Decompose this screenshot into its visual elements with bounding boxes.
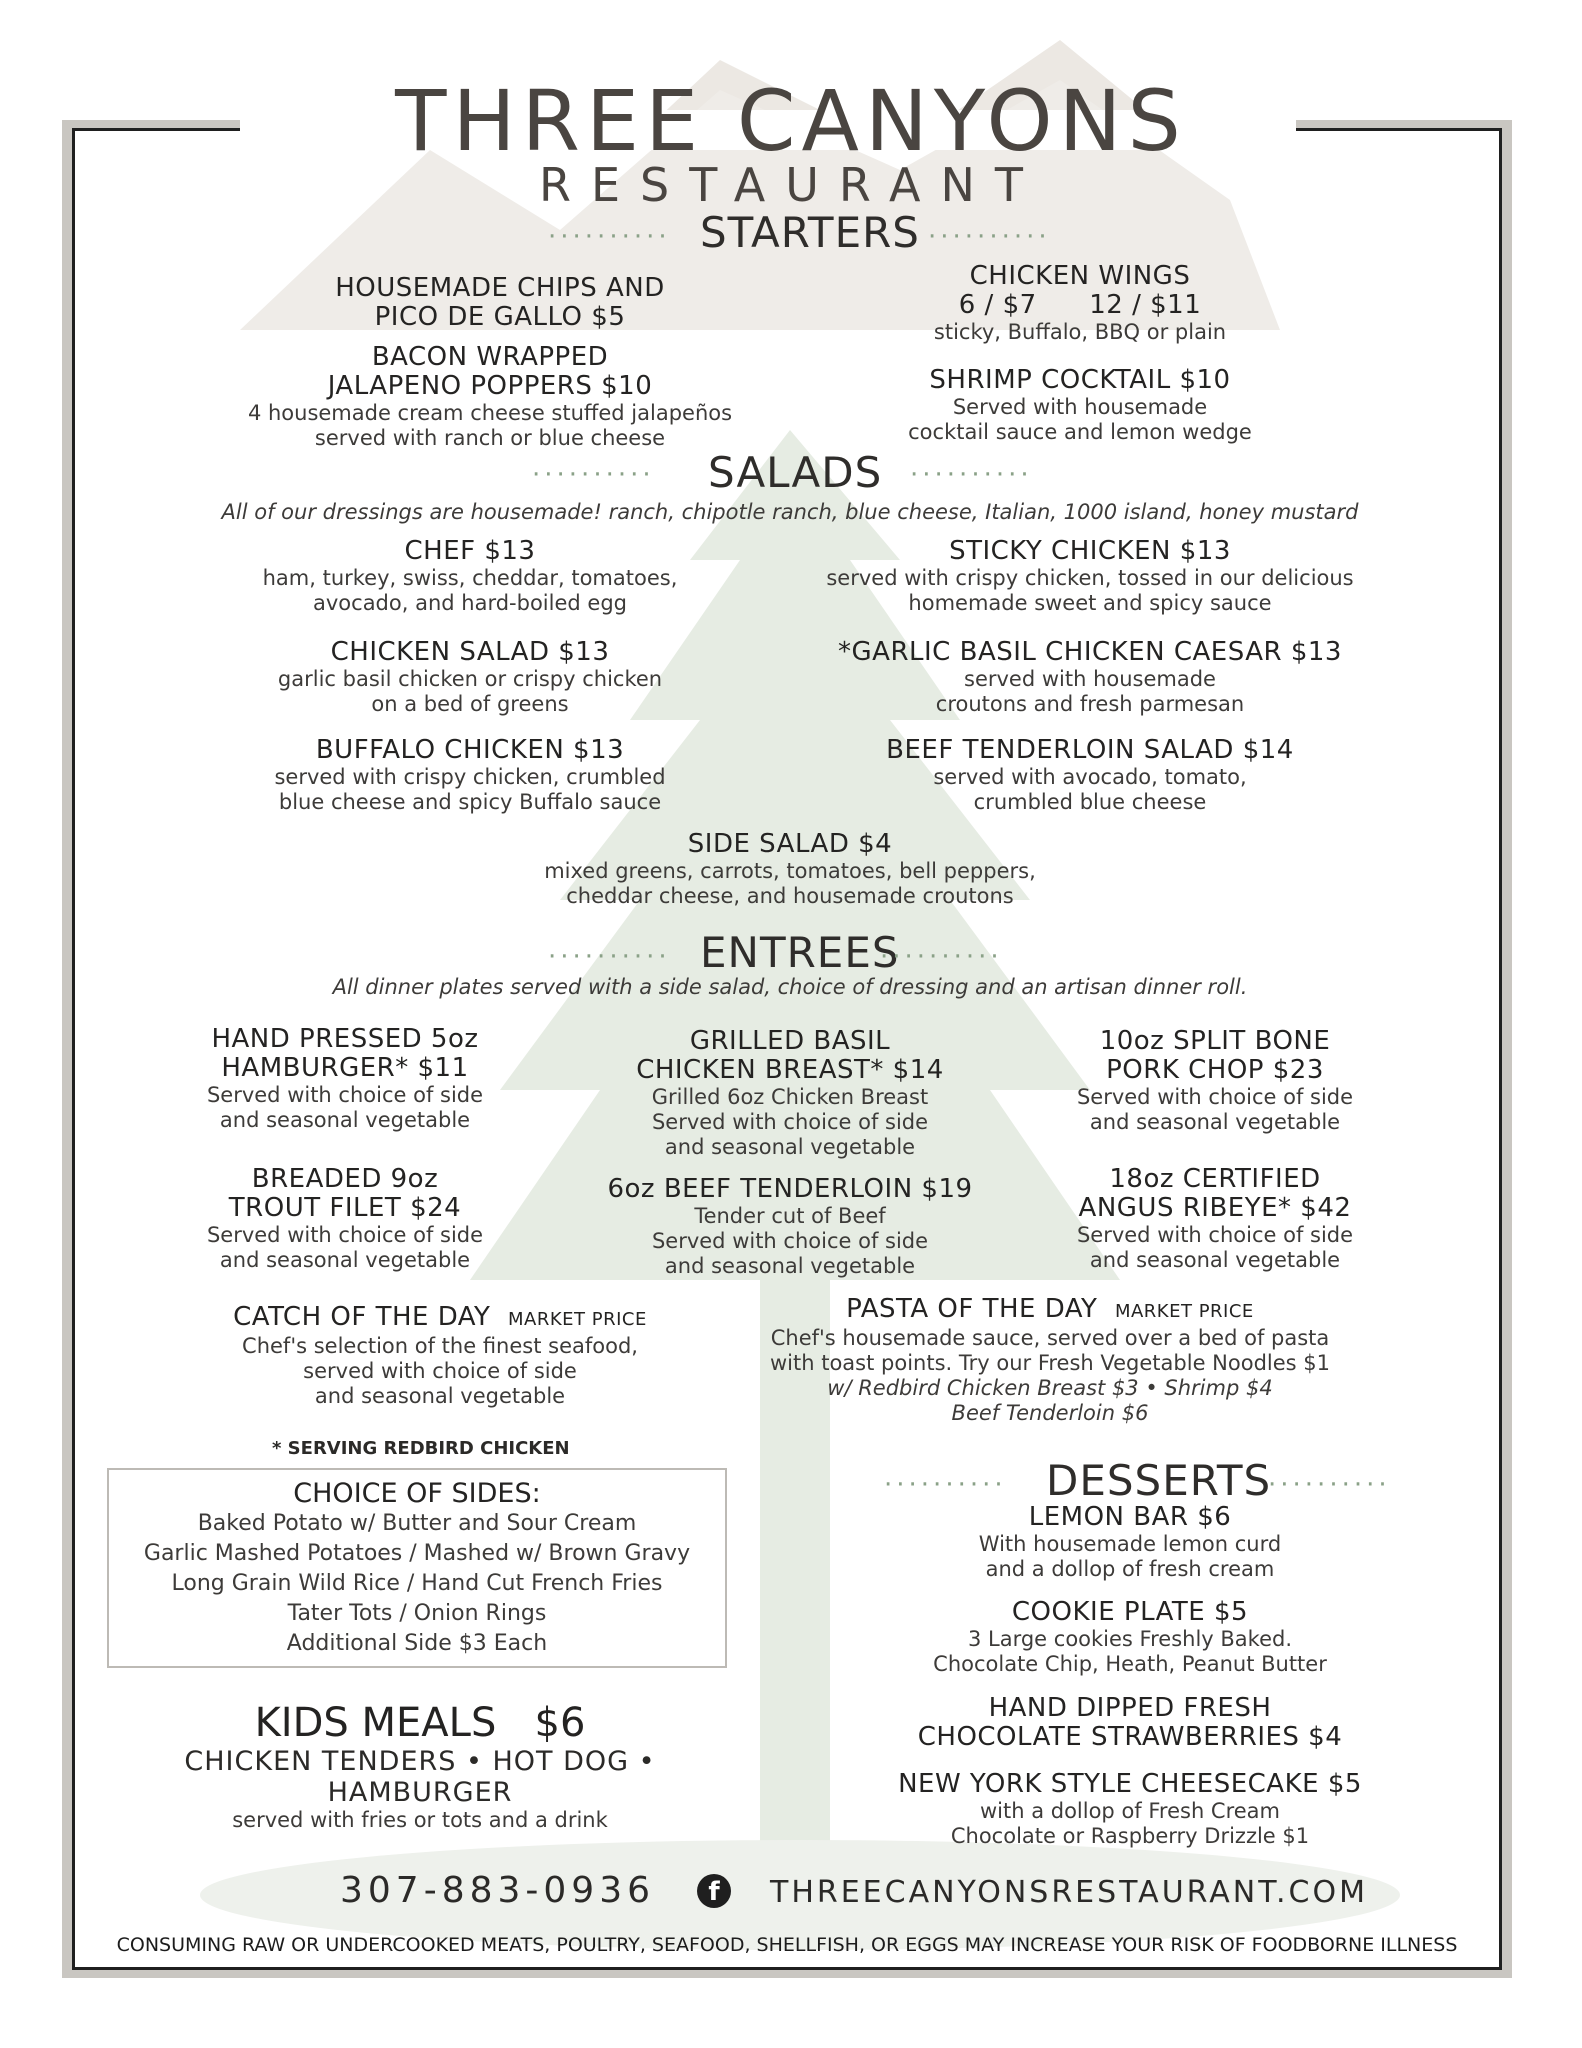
dessert-desc: with a dollop of Fresh Cream: [979, 1799, 1281, 1823]
entree-desc: served with choice of side: [303, 1359, 577, 1383]
entrees-dots-right: ··········: [880, 942, 1003, 972]
entrees-note: All dinner plates served with a side salad, choice of dressing and an artisan dinner roll.: [332, 975, 1248, 999]
entree-trout: [180, 1165, 510, 1273]
entree-desc: Served with choice of side: [206, 1223, 484, 1247]
entree-pasta-of-day: [760, 1295, 1340, 1426]
sides-line: Long Grain Wild Rice / Hand Cut French Fries: [171, 1571, 663, 1596]
entree-title: GRILLED BASIL: [689, 1026, 891, 1056]
entree-title: 18oz CERTIFIED: [1109, 1164, 1321, 1194]
entree-desc: and seasonal vegetable: [219, 1248, 471, 1272]
market-price-label: MARKET PRICE: [1114, 1301, 1254, 1322]
starter-desc: 4 housemade cream cheese stuffed jalapeños: [247, 401, 733, 425]
choice-of-sides-box: [107, 1468, 727, 1668]
desserts-dots-right: ··········: [1268, 1470, 1391, 1500]
sides-line: Additional Side $3 Each: [286, 1631, 548, 1656]
entree-desc: Grilled 6oz Chicken Breast: [651, 1085, 929, 1109]
salad-desc: served with crispy chicken, tossed in our delicious: [826, 566, 1354, 590]
starter-poppers: [230, 343, 750, 451]
starter-title: CHICKEN WINGS: [969, 261, 1191, 291]
entree-title: ANGUS RIBEYE* $42: [1078, 1193, 1352, 1223]
sides-heading: CHOICE OF SIDES:: [293, 1478, 541, 1509]
entree-desc: Served with choice of side: [206, 1083, 484, 1107]
starter-title: SHRIMP COCKTAIL $10: [929, 365, 1231, 395]
starter-chips: [290, 274, 710, 332]
dessert-desc: and a dollop of fresh cream: [985, 1557, 1275, 1581]
entree-title: 10oz SPLIT BONE: [1099, 1026, 1331, 1056]
salad-desc: homemade sweet and spicy sauce: [908, 591, 1272, 615]
entree-ribeye: [1050, 1165, 1380, 1273]
salad-desc: on a bed of greens: [371, 692, 569, 716]
entree-desc: Chef's housemade sauce, served over a bed of pasta: [770, 1326, 1330, 1350]
kids-desc: served with fries or tots and a drink: [232, 1808, 608, 1832]
entree-desc: and seasonal vegetable: [664, 1254, 916, 1278]
entree-title: CHICKEN BREAST* $14: [636, 1055, 944, 1085]
starters-dots-right: ··········: [928, 222, 1051, 252]
salad-title: *GARLIC BASIL CHICKEN CAESAR $13: [838, 637, 1342, 667]
entree-title: [760, 1295, 1340, 1326]
starter-desc: served with ranch or blue cheese: [314, 426, 666, 450]
kids-price: $6: [534, 1700, 586, 1746]
salad-side: [500, 830, 1080, 909]
starters-dots-left: ··········: [548, 222, 671, 252]
starters-heading: STARTERS: [700, 208, 920, 257]
dessert-title: COOKIE PLATE $5: [1011, 1597, 1249, 1627]
salads-dots-right: ··········: [910, 460, 1033, 490]
entree-beef-tenderloin: [600, 1175, 980, 1279]
sides-line: Tater Tots / Onion Rings: [287, 1601, 547, 1626]
entrees-dots-left: ··········: [548, 942, 671, 972]
salad-desc: garlic basil chicken or crispy chicken: [277, 667, 663, 691]
salad-title: BUFFALO CHICKEN $13: [315, 735, 625, 765]
starter-title: 6 / $7 12 / $11: [958, 290, 1202, 320]
salad-caesar: [800, 638, 1380, 717]
entree-desc: Served with choice of side: [1076, 1223, 1354, 1247]
kids-meals: [100, 1700, 740, 1833]
entree-desc: and seasonal vegetable: [314, 1384, 566, 1408]
salads-dots-left: ··········: [532, 460, 655, 490]
salad-desc: mixed greens, carrots, tomatoes, bell peppers,: [544, 859, 1036, 883]
entree-title-text: CATCH OF THE DAY: [233, 1302, 491, 1332]
salad-title: CHEF $13: [404, 536, 536, 566]
starter-title: BACON WRAPPED: [371, 342, 609, 372]
salad-sticky-chicken: [800, 537, 1380, 616]
salad-desc: crumbled blue cheese: [973, 790, 1207, 814]
entree-title: [200, 1303, 680, 1334]
salad-title: SIDE SALAD $4: [687, 829, 893, 859]
dessert-title: CHOCOLATE STRAWBERRIES $4: [917, 1722, 1343, 1752]
salad-desc: served with crispy chicken, crumbled: [274, 765, 666, 789]
entree-desc: w/ Redbird Chicken Breast $3 • Shrimp $4: [827, 1376, 1273, 1400]
sides-line: Baked Potato w/ Butter and Sour Cream: [197, 1511, 637, 1536]
website-link[interactable]: THREECANYONSRESTAURANT.COM: [770, 1875, 1368, 1910]
salad-desc: croutons and fresh parmesan: [935, 692, 1245, 716]
starter-title: HOUSEMADE CHIPS AND: [335, 273, 665, 303]
kids-items: CHICKEN TENDERS • HOT DOG • HAMBURGER: [184, 1746, 656, 1808]
entree-desc: Tender cut of Beef: [694, 1204, 886, 1228]
market-price-label: MARKET PRICE: [507, 1309, 647, 1330]
starter-title: JALAPENO POPPERS $10: [327, 371, 653, 401]
entree-catch-of-day: [200, 1303, 680, 1409]
starter-desc: Served with housemade: [952, 395, 1208, 419]
entree-desc: with toast points. Try our Fresh Vegetable Noodles $1: [770, 1351, 1330, 1375]
starter-desc: cocktail sauce and lemon wedge: [908, 420, 1252, 444]
entrees-heading: ENTREES: [700, 928, 900, 977]
entree-title: HAND PRESSED 5oz: [211, 1024, 479, 1054]
entree-hamburger: [180, 1025, 510, 1133]
salad-desc: blue cheese and spicy Buffalo sauce: [278, 790, 662, 814]
salad-title: CHICKEN SALAD $13: [330, 637, 610, 667]
entree-title: BREADED 9oz: [251, 1164, 439, 1194]
salad-desc: avocado, and hard-boiled egg: [313, 591, 627, 615]
dessert-desc: Chocolate or Raspberry Drizzle $1: [950, 1824, 1310, 1848]
dessert-title: NEW YORK STYLE CHEESECAKE $5: [898, 1769, 1362, 1799]
salad-chef: [240, 537, 700, 616]
entree-desc: Served with choice of side: [651, 1110, 929, 1134]
starter-wings: [880, 262, 1280, 345]
salad-buffalo: [240, 736, 700, 815]
dessert-strawberries: [880, 1694, 1380, 1752]
restaurant-subtitle: RESTAURANT: [539, 158, 1043, 212]
salad-title: STICKY CHICKEN $13: [949, 536, 1231, 566]
foodborne-illness-disclaimer: CONSUMING RAW OR UNDERCOOKED MEATS, POULTRY, SEAFOOD, SHELLFISH, OR EGGS MAY INCREASE YOUR RISK OF FOODBORNE ILLNESS: [116, 1934, 1458, 1956]
desserts-dots-left: ··········: [884, 1470, 1007, 1500]
salad-chicken-salad: [240, 638, 700, 717]
dessert-title: LEMON BAR $6: [1028, 1502, 1232, 1532]
entree-pork-chop: [1050, 1027, 1380, 1135]
redbird-footnote: * SERVING REDBIRD CHICKEN: [272, 1438, 570, 1459]
entree-title: HAMBURGER* $11: [221, 1053, 469, 1083]
sides-line: Garlic Mashed Potatoes / Mashed w/ Brown Gravy: [143, 1541, 691, 1566]
entree-chicken-breast: [620, 1027, 960, 1160]
salad-title: BEEF TENDERLOIN SALAD $14: [886, 735, 1294, 765]
restaurant-name: THREE CANYONS: [395, 72, 1187, 170]
entree-desc: and seasonal vegetable: [1089, 1248, 1341, 1272]
desserts-heading: DESSERTS: [1046, 1456, 1272, 1505]
entree-title: PORK CHOP $23: [1106, 1055, 1324, 1085]
entree-desc: and seasonal vegetable: [1089, 1110, 1341, 1134]
dessert-desc: Chocolate Chip, Heath, Peanut Butter: [933, 1652, 1327, 1676]
dessert-desc: With housemade lemon curd: [978, 1532, 1282, 1556]
entree-title-text: PASTA OF THE DAY: [846, 1294, 1098, 1324]
dessert-title: HAND DIPPED FRESH: [988, 1693, 1272, 1723]
dessert-cookie-plate: [900, 1598, 1360, 1677]
entree-title: 6oz BEEF TENDERLOIN $19: [607, 1174, 973, 1204]
salad-desc: served with housemade: [964, 667, 1216, 691]
entree-desc: Beef Tenderloin $6: [951, 1401, 1149, 1425]
dessert-desc: 3 Large cookies Freshly Baked.: [967, 1627, 1292, 1651]
phone-number[interactable]: 307-883-0936: [340, 1870, 656, 1911]
kids-heading: KIDS MEALS: [254, 1700, 497, 1746]
salad-desc: served with avocado, tomato,: [933, 765, 1247, 789]
salad-desc: cheddar cheese, and housemade croutons: [566, 884, 1014, 908]
starter-shrimp: [860, 366, 1300, 445]
entree-desc: Chef's selection of the finest seafood,: [242, 1334, 638, 1358]
facebook-icon[interactable]: f: [697, 1874, 731, 1908]
entree-desc: Served with choice of side: [1076, 1085, 1354, 1109]
dessert-cheesecake: [870, 1770, 1390, 1849]
entree-desc: and seasonal vegetable: [664, 1135, 916, 1159]
entree-title: TROUT FILET $24: [228, 1193, 462, 1223]
dessert-lemon-bar: [920, 1503, 1340, 1582]
salad-beef-tenderloin: [840, 736, 1340, 815]
entree-desc: Served with choice of side: [651, 1229, 929, 1253]
salads-dressing-note: All of our dressings are housemade! ranch, chipotle ranch, blue cheese, Italian, 1000 island, honey mustard: [221, 500, 1359, 524]
starter-desc: sticky, Buffalo, BBQ or plain: [933, 320, 1227, 344]
entree-desc: and seasonal vegetable: [219, 1108, 471, 1132]
salads-heading: SALADS: [708, 448, 883, 497]
starter-title: PICO DE GALLO $5: [374, 302, 626, 332]
kids-heading-row: [100, 1700, 740, 1746]
salad-desc: ham, turkey, swiss, cheddar, tomatoes,: [262, 566, 678, 590]
